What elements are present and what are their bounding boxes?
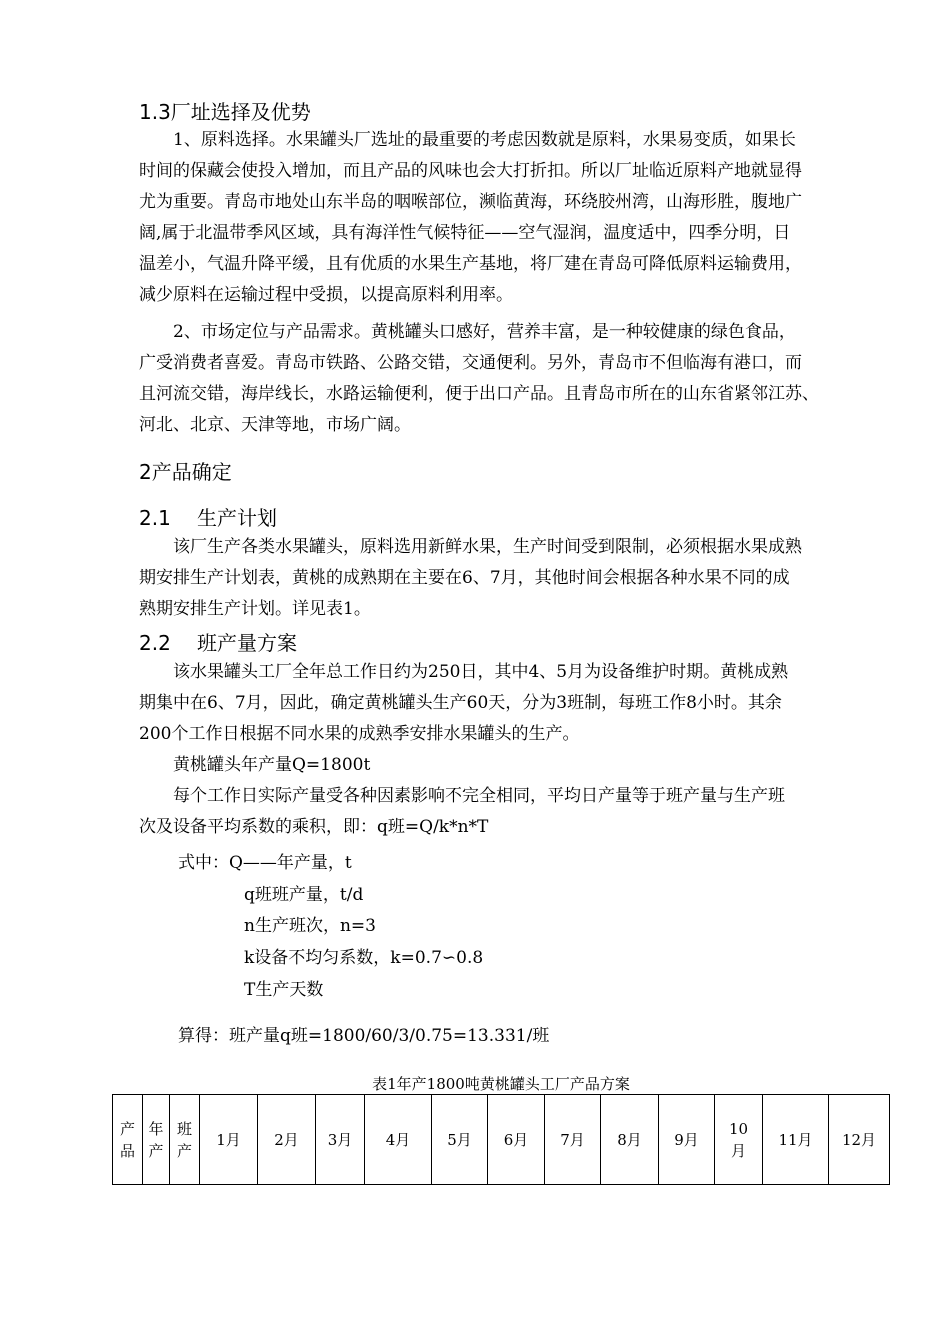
paragraph-raw-material xyxy=(139,125,899,311)
table-header-cell: 年产 xyxy=(143,1095,170,1185)
paragraph-line: 200个工作日根据不同水果的成熟季安排水果罐头的生产。 xyxy=(139,724,580,744)
formula-where: 式中：Q——年产量，t xyxy=(178,853,352,873)
paragraph-market xyxy=(139,317,899,441)
table-header-cell: 2月 xyxy=(258,1095,316,1185)
section-heading-2-1 xyxy=(139,502,277,531)
paragraph-line: 广受消费者喜爱。青岛市铁路、公路交错，交通便利。另外，青岛市不但临海有港口，而 xyxy=(139,353,802,373)
paragraph-line: 时间的保藏会使投入增加，而且产品的风味也会大打折扣。所以厂址临近原料产地就显得 xyxy=(139,161,802,181)
paragraph-line: 期安排生产计划表，黄桃的成熟期在主要在6、7月，其他时间会根据各种水果不同的成 xyxy=(139,568,790,588)
table-header-cell: 7月 xyxy=(545,1095,601,1185)
formula-var: k设备不均匀系数，k=0.7∽0.8 xyxy=(244,948,484,968)
paragraph-line: 2、市场定位与产品需求。黄桃罐头口感好，营养丰富，是一种较健康的绿色食品， xyxy=(173,322,796,342)
paragraph-line: 期集中在6、7月，因此，确定黄桃罐头生产60天，分为3班制，每班工作8小时。其余 xyxy=(139,693,782,713)
paragraph-line: 温差小，气温升降平缓，且有优质的水果生产基地，将厂建在青岛可降低原料运输费用， xyxy=(139,254,802,274)
heading-title: 生产计划 xyxy=(197,506,277,530)
result-line: 算得：班产量q班=1800/60/3/0.75=13.331/班 xyxy=(178,1026,550,1046)
table-header-cell: 8月 xyxy=(601,1095,659,1185)
paragraph-line: 该水果罐头工厂全年总工作日约为250日，其中4、5月为设备维护时期。黄桃成熟 xyxy=(173,662,789,682)
formula-line: 次及设备平均系数的乘积，即：q班=Q/k*n*T xyxy=(139,817,489,837)
section-heading-1-3: 1.3厂址选择及优势 xyxy=(139,100,311,124)
paragraph-line: 阔,属于北温带季风区域，具有海洋性气候特征——空气湿润，温度适中，四季分明，日 xyxy=(139,223,791,243)
table-header-row xyxy=(113,1095,890,1185)
table-header-cell: 4月 xyxy=(365,1095,432,1185)
paragraph-line: 尤为重要。青岛市地处山东半岛的咽喉部位，濒临黄海，环绕胶州湾，山海形胜，腹地广 xyxy=(139,192,802,212)
section-heading-2: 2产品确定 xyxy=(139,460,232,484)
paragraph-line: 河北、北京、天津等地，市场广阔。 xyxy=(139,415,411,435)
heading-title: 班产量方案 xyxy=(197,631,297,655)
formula-var: n生产班次，n=3 xyxy=(244,916,376,936)
section-heading-2-2 xyxy=(139,627,297,656)
table-header-cell: 班产 xyxy=(170,1095,200,1185)
paragraph-line: 熟期安排生产计划。详见表1。 xyxy=(139,599,371,619)
paragraph-line: 该厂生产各类水果罐头，原料选用新鲜水果，生产时间受到限制，必须根据水果成熟 xyxy=(173,537,802,557)
heading-number: 2.2 xyxy=(139,631,171,655)
paragraph-line: 且河流交错，海岸线长，水路运输便利，便于出口产品。且青岛市所在的山东省紧邻江苏、 xyxy=(139,384,819,404)
paragraph-production-plan xyxy=(139,532,899,625)
table-header-cell: 产品 xyxy=(113,1095,143,1185)
paragraph-shift-output xyxy=(139,657,899,843)
formula-var: q班班产量，t/d xyxy=(244,885,364,905)
product-plan-table xyxy=(112,1094,890,1185)
table-header-cell: 9月 xyxy=(659,1095,715,1185)
paragraph-line: 每个工作日实际产量受各种因素影响不完全相同，平均日产量等于班产量与生产班 xyxy=(173,786,785,806)
table-header-cell: 11月 xyxy=(763,1095,829,1185)
table-header-cell: 12月 xyxy=(829,1095,890,1185)
table-header-cell: 5月 xyxy=(432,1095,488,1185)
table-header-cell: 6月 xyxy=(488,1095,545,1185)
heading-number: 2.1 xyxy=(139,506,171,530)
paragraph-line: 减少原料在运输过程中受损，以提高原料利用率。 xyxy=(139,285,513,305)
annual-output-line: 黄桃罐头年产量Q=1800t xyxy=(173,755,371,775)
table-header-cell: 10月 xyxy=(715,1095,763,1185)
paragraph-line: 1、原料选择。水果罐头厂选址的最重要的考虑因数就是原料，水果易变质，如果长 xyxy=(173,130,796,150)
table-caption: 表1年产1800吨黄桃罐头工厂产品方案 xyxy=(372,1075,630,1093)
table-header-cell: 1月 xyxy=(200,1095,258,1185)
formula-var: T生产天数 xyxy=(244,980,324,1000)
table-header-cell: 3月 xyxy=(316,1095,365,1185)
